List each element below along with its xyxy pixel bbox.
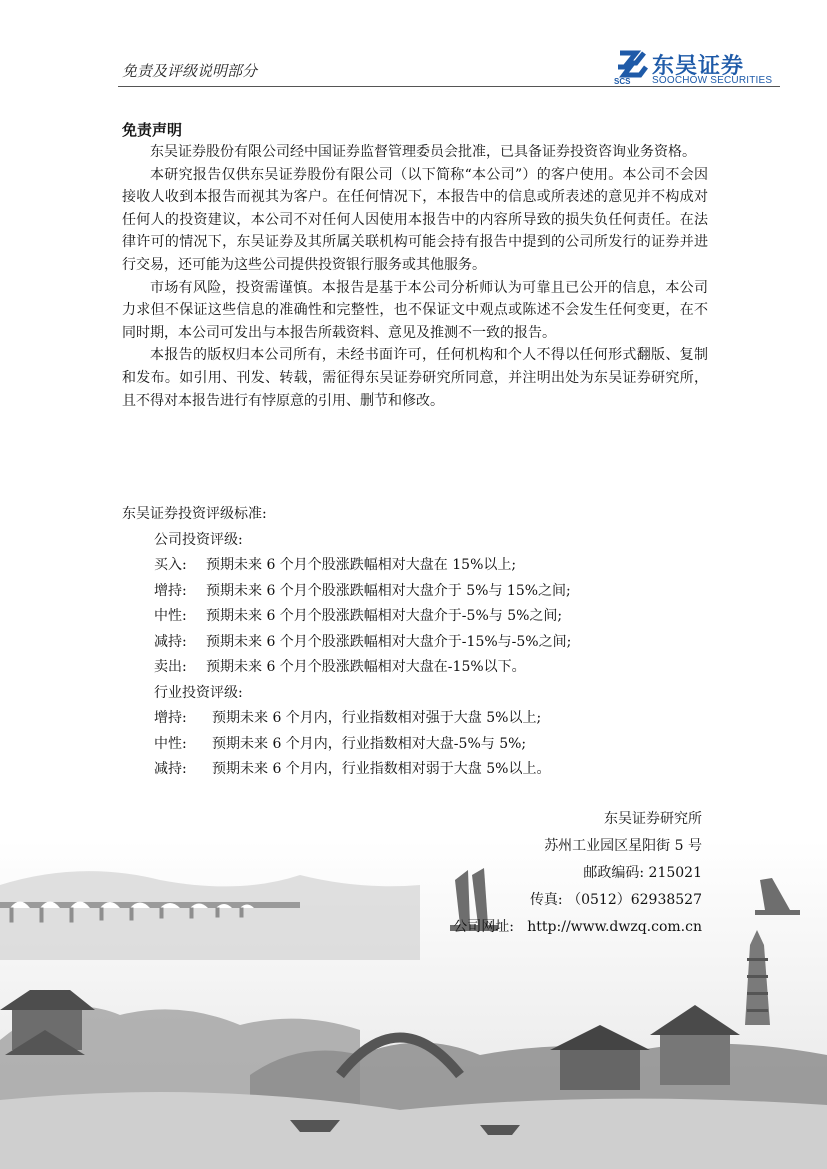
rating-description: 预期未来 6 个月内，行业指数相对大盘-5%与 5%; bbox=[212, 735, 527, 752]
rating-description: 预期未来 6 个月个股涨跌幅相对大盘在-15%以下。 bbox=[206, 659, 526, 675]
contact-info bbox=[453, 806, 702, 941]
rating-description: 预期未来 6 个月内，行业指数相对强于大盘 5%以上; bbox=[212, 710, 542, 726]
rating-label: 减持: bbox=[154, 633, 187, 650]
industry-ratings-title: 行业投资评级: bbox=[154, 684, 243, 701]
rating-standards bbox=[122, 502, 722, 783]
company-ratings-title: 公司投资评级: bbox=[154, 531, 243, 548]
institute-name: 东吴证券研究所 bbox=[604, 811, 702, 827]
company-rating-item bbox=[122, 579, 722, 605]
postcode-line bbox=[453, 860, 702, 887]
postcode-label: 邮政编码: bbox=[583, 865, 645, 881]
rating-label: 买入: bbox=[154, 557, 187, 573]
rating-label: 增持: bbox=[154, 582, 187, 599]
industry-rating-item bbox=[122, 757, 722, 783]
company-rating-item bbox=[122, 604, 722, 630]
logo-mark: SCS bbox=[614, 77, 631, 86]
website-line bbox=[453, 914, 702, 941]
industry-rating-item bbox=[122, 732, 722, 758]
rating-label: 中性: bbox=[154, 608, 187, 624]
company-rating-item bbox=[122, 630, 722, 656]
logo-chinese-name: 东吴证券 bbox=[652, 54, 745, 79]
rating-description: 预期未来 6 个月个股涨跌幅相对大盘介于-5%与 5%之间; bbox=[206, 608, 563, 624]
scs-logo-icon bbox=[614, 49, 650, 79]
company-logo bbox=[612, 47, 782, 87]
rating-label: 卖出: bbox=[154, 659, 187, 675]
rating-label: 中性: bbox=[154, 735, 187, 752]
website-link[interactable]: http://www.dwzq.com.cn bbox=[527, 919, 702, 935]
website-label: 公司网址: bbox=[453, 919, 514, 935]
company-rating-item bbox=[122, 553, 722, 579]
rating-description: 预期未来 6 个月个股涨跌幅相对大盘在 15%以上; bbox=[206, 557, 517, 573]
fax-line bbox=[453, 887, 702, 914]
rating-description: 预期未来 6 个月个股涨跌幅相对大盘介于 5%与 15%之间; bbox=[206, 582, 571, 599]
logo-english-name: SOOCHOW SECURITIES bbox=[652, 75, 773, 86]
background-landscape-illustration bbox=[0, 840, 827, 1169]
header-title: 免责及评级说明部分 bbox=[122, 62, 258, 80]
disclaimer-paragraph: 市场有风险，投资需谨慎。本报告是基于本公司分析师认为可靠且已公开的信息，本公司力求但不保证这些信息的准确性和完整性，也不保证文中观点或陈述不会发生任何变更，在不同时期，本公司可发出与本报告所载资料、意见及推测不一致的报告。 bbox=[122, 279, 708, 341]
company-rating-item bbox=[122, 655, 722, 681]
postcode-value: 215021 bbox=[648, 865, 702, 881]
disclaimer-paragraph: 本报告的版权归本公司所有，未经书面许可，任何机构和个人不得以任何形式翻版、复制和发布。如引用、刊发、转载，需征得东吴证券研究所同意，并注明出处为东吴证券研究所，且不得对本报告进行有悖原意的引用、删节和修改。 bbox=[122, 347, 708, 409]
rating-description: 预期未来 6 个月个股涨跌幅相对大盘介于-15%与-5%之间; bbox=[206, 633, 572, 650]
disclaimer-body bbox=[122, 141, 708, 412]
header-divider bbox=[118, 86, 780, 87]
rating-description: 预期未来 6 个月内，行业指数相对弱于大盘 5%以上。 bbox=[212, 761, 551, 777]
rating-label: 增持: bbox=[154, 710, 187, 726]
disclaimer-paragraph: 东吴证券股份有限公司经中国证券监督管理委员会批准，已具备证券投资咨询业务资格。 bbox=[150, 144, 696, 160]
industry-rating-item bbox=[122, 706, 722, 732]
disclaimer-paragraph: 本研究报告仅供东吴证券股份有限公司（以下简称“本公司”）的客户使用。本公司不会因接收人收到本报告而视其为客户。在任何情况下，本报告中的信息或所表述的意见并不构成对任何人的投资建议，本公司不对任何人因使用本报告中的内容所导致的损失负任何责任。在法律许可的情况下，东吴证券及其所属关联机构可能会持有报告中提到的公司所发行的证券并进行交易，还可能为这些公司提供投资银行服务或其他服务。 bbox=[122, 166, 708, 273]
ratings-title: 东吴证券投资评级标准: bbox=[122, 506, 267, 522]
fax-value: （0512）62938527 bbox=[567, 892, 702, 908]
fax-label: 传真: bbox=[529, 892, 563, 908]
address: 苏州工业园区星阳街 5 号 bbox=[544, 838, 702, 854]
disclaimer-title: 免责声明 bbox=[122, 121, 183, 139]
rating-label: 减持: bbox=[154, 761, 187, 777]
